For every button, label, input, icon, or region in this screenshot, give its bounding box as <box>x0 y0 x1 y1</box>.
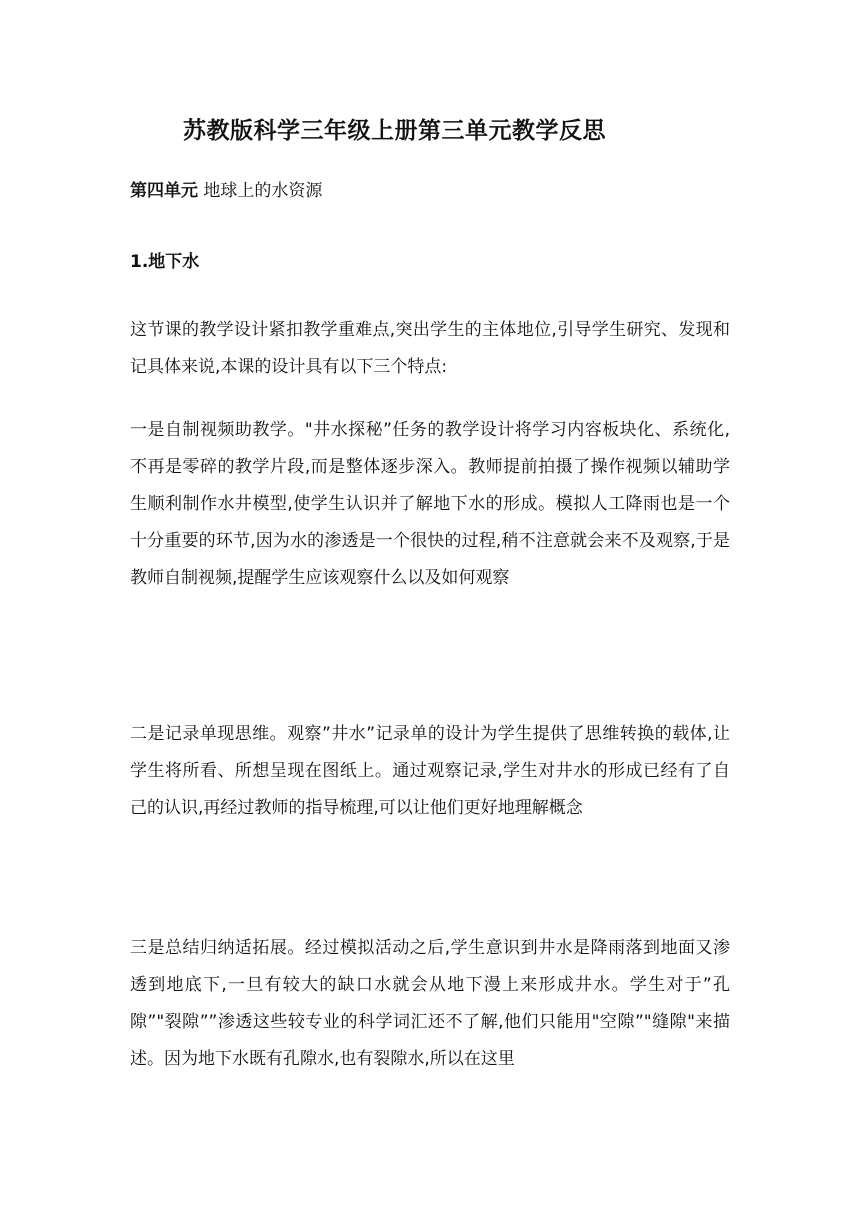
paragraph-feature-3: 三是总结归纳适拓展。经过模拟活动之后,学生意识到井水是降雨落到地面又渗透到地底下,一旦有较大的缺口水就会从地下漫上来形成井水。学生对于”孔隙”"裂隙””渗透这些较专业的科学词汇还不了解,他们只能用"空隙”"缝隙"来描述。因为地下水既有孔隙水,也有裂隙水,所以在这里 <box>130 938 730 1069</box>
document-title: 苏教版科学三年级上册第三单元教学反思 <box>183 118 606 144</box>
unit-label: 第四单元 <box>130 181 198 201</box>
unit-name: 地球上的水资源 <box>203 181 323 201</box>
paragraph-feature-2: 二是记录单现思维。观察”井水”记录单的设计为学生提供了思维转换的载体,让学生将所看、所想呈现在图纸上。通过观察记录,学生对井水的形成已经有了自己的认识,再经过教师的指导梳理,可以让他们更好地理解概念 <box>130 724 730 818</box>
lesson-heading: 1.地下水 <box>130 252 200 272</box>
paragraph-intro: 这节课的教学设计紧扣教学重难点,突出学生的主体地位,引导学生研究、发现和记具体来说,本课的设计具有以下三个特点: <box>130 320 730 377</box>
paragraph-feature-1: 一是自制视频助教学。"井水探秘”任务的教学设计将学习内容板块化、系统化,不再是零碎的教学片段,而是整体逐步深入。教师提前拍摄了操作视频以辅助学生顺利制作水井模型,使学生认识并了解地下水的形成。模拟人工降雨也是一个十分重要的环节,因为水的渗透是一个很快的过程,稍不注意就会来不及观察,于是教师自制视频,提醒学生应该观察什么以及如何观察 <box>130 420 730 588</box>
unit-heading <box>130 176 322 201</box>
